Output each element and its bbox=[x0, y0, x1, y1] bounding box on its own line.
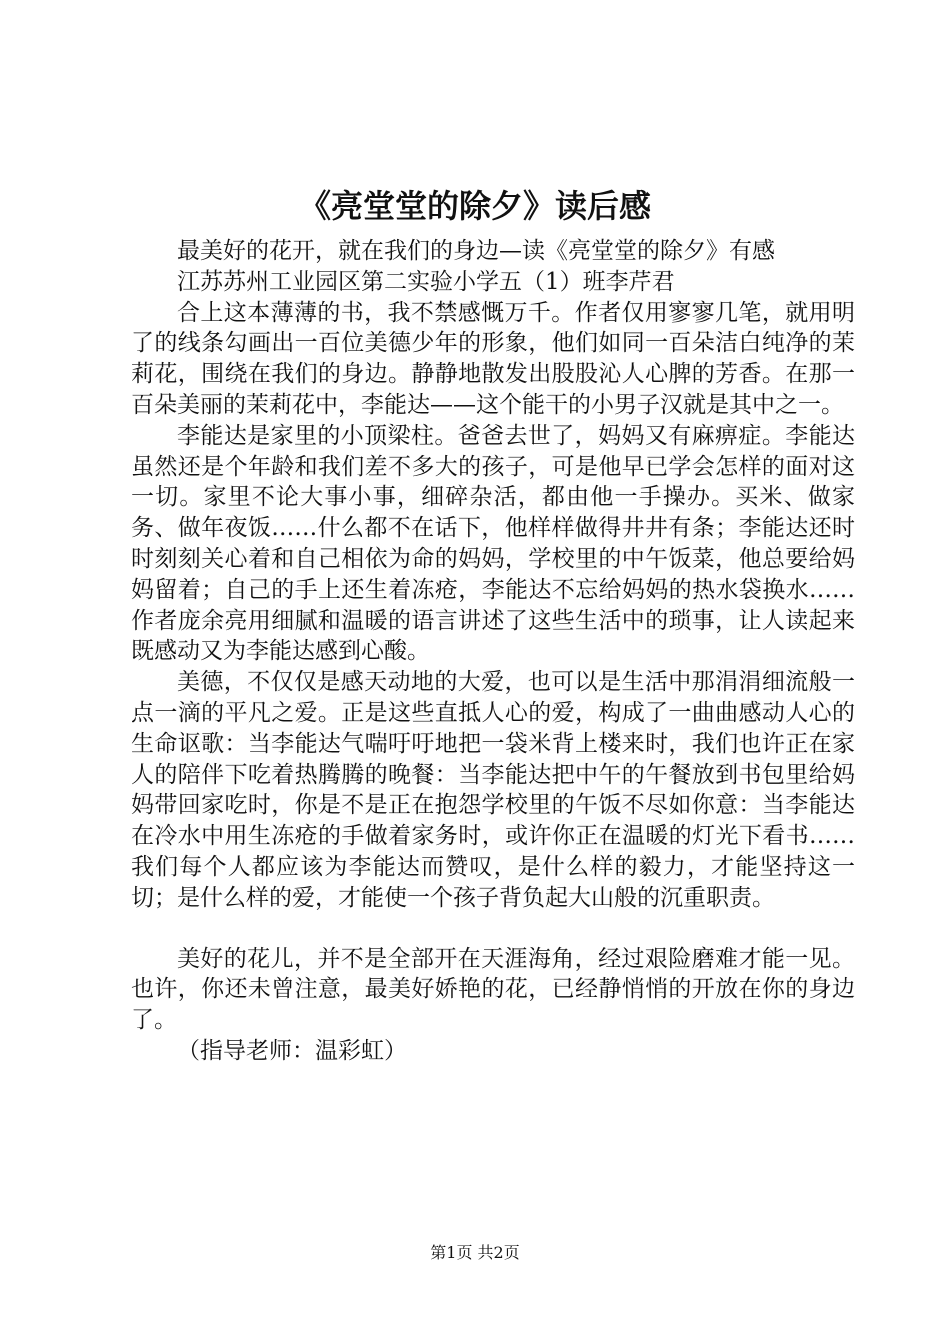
document-title: 《亮堂堂的除夕》读后感 bbox=[298, 187, 651, 225]
paragraph-2: 李能达是家里的小顶梁柱。爸爸去世了，妈妈又有麻痹症。李能达虽然还是个年龄和我们差不多大的孩子，可是他早已学会怎样的面对这一切。家里不论大事小事，细碎杂活，都由他一手操办。买米、做家务、做年夜饭……什么都不在话下，他样样做得井井有条；李能达还时时刻刻关心着和自己相依为命的妈妈，学校里的中午饭菜，他总要给妈妈留着；自己的手上还生着冻疮，李能达不忘给妈妈的热水袋换水……作者庞余亮用细腻和温暖的语言讲述了这些生活中的琐事，让人读起来既感动又为李能达感到心酸。 bbox=[131, 422, 855, 665]
paragraph-3: 美德，不仅仅是感天动地的大爱，也可以是生活中那涓涓细流般一点一滴的平凡之爱。正是这些直抵人心的爱，构成了一曲曲感动人心的生命讴歌：当李能达气喘吁吁地把一袋米背上楼来时，我们也许正在家人的陪伴下吃着热腾腾的晚餐：当李能达把中午的午餐放到书包里给妈妈带回家吃时，你是不是正在抱怨学校里的午饭不尽如你意：当李能达在冷水中用生冻疮的手做着家务时，或许你正在温暖的灯光下看书……我们每个人都应该为李能达而赞叹，是什么样的毅力，才能坚持这一切；是什么样的爱，才能使一个孩子背负起大山般的沉重职责。 bbox=[131, 669, 855, 911]
teacher-line: （指导老师：温彩虹） bbox=[177, 1037, 407, 1064]
page-footer: 第1页 共2页 bbox=[430, 1243, 520, 1262]
paragraph-1: 合上这本薄薄的书，我不禁感慨万千。作者仅用寥寥几笔，就用明了的线条勾画出一百位美德少年的形象，他们如同一百朵洁白纯净的茉莉花，围绕在我们的身边。静静地散发出股股沁人心脾的芳香。在那一百朵美丽的茉莉花中，李能达——这个能干的小男子汉就是其中之一。 bbox=[131, 299, 855, 418]
document-body bbox=[131, 236, 855, 1067]
author-line: 江苏苏州工业园区第二实验小学五（1）班李芹君 bbox=[177, 268, 675, 295]
subtitle: 最美好的花开，就在我们的身边—读《亮堂堂的除夕》有感 bbox=[177, 238, 775, 264]
paragraph-4: 美好的花儿，并不是全部开在天涯海角，经过艰险磨难才能一见。也许，你还未曾注意，最美好娇艳的花，已经静悄悄的开放在你的身边了。 bbox=[131, 945, 855, 1034]
